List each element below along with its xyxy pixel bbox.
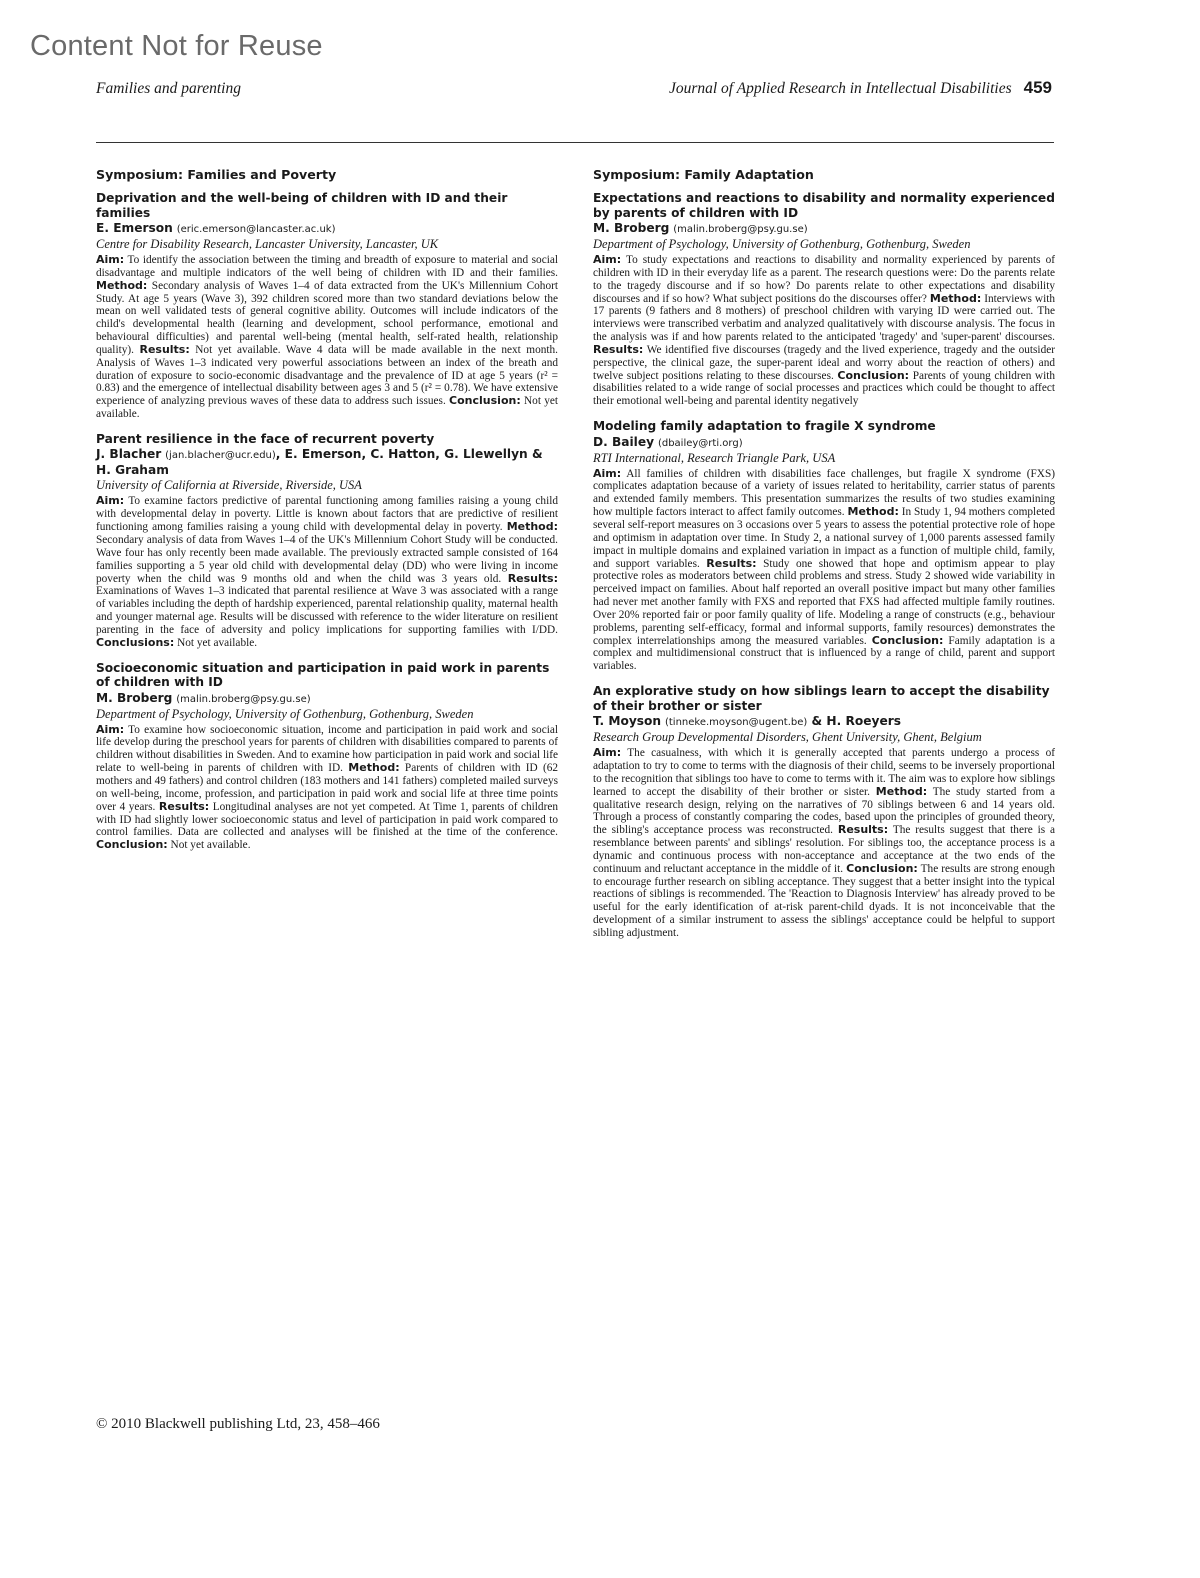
affiliation: Department of Psychology, University of Gothenburg, Gothenburg, Sweden	[96, 706, 474, 721]
abstract-body	[593, 468, 1055, 674]
abstract-list	[593, 191, 1055, 940]
author-name: D. Bailey	[593, 434, 655, 449]
running-header-journal	[669, 78, 1052, 98]
section-text: Not yet available.	[170, 839, 251, 852]
abstract-body	[593, 254, 1055, 408]
section-text: Not yet available.	[96, 395, 559, 421]
author-email: (jan.blacher@ucr.edu)	[165, 450, 276, 462]
author-line	[96, 447, 558, 478]
abstract-title: Socioeconomic situation and participation in paid work in parents of children with ID	[96, 660, 550, 690]
section-text: To identify the association between the timing and breadth of exposure to material and social disadvantage and multiple indicators of the well being of children with ID and their families.	[96, 254, 558, 279]
section-label: Results:	[139, 342, 190, 356]
right-column	[593, 167, 1055, 951]
abstract	[96, 432, 558, 650]
author-name: E. Emerson	[96, 221, 173, 235]
section-label: Aim:	[96, 253, 125, 266]
section-text: The results suggest that there is a resemblance between parents' and siblings' resolution. For siblings too, the acceptance process is a dynamic and continuous process with non-acceptance and acceptance at the two ends of the continuum and reluctant acceptance in the middle of it.	[593, 824, 1056, 875]
section-label: Conclusion:	[449, 394, 521, 408]
section-text: The results are strong enough to encourage further research on sibling acceptance. They suggest that a better insight into the typical reactions of siblings is recommended. The 'Reaction to Diagnosis Interview' has already proved to be useful for the early identification of at-risk parent-child dyads. It is not inconceivable that the development of a similar instrument to assess the siblings' acceptance could be helpful to support sibling adjustment.	[593, 862, 1055, 939]
abstract	[593, 191, 1055, 408]
running-header-section: Families and parenting	[96, 80, 241, 97]
section-text: All families of children with disabilities face challenges, but fragile X syndrome (FXS) complicates adaptation because of a variety of issues related to heritability, carrier status of parents and extended family members. This presentation summarizes the results of two studies examining how multiple factors interact to affect family outcomes.	[593, 467, 1055, 519]
section-text: Interviews with 17 parents (9 fathers and 8 mothers) of preschool children with varying ID were carried out. The interviews were transcribed verbatim and analyzed qualitatively with discourse analysis. The focus in the analysis was if and how parents related to the anticipated 'tragedy' and 'super-parent' discourses.	[593, 292, 1056, 344]
section-label: Aim:	[593, 746, 622, 760]
section-text: We identified five discourses (tragedy and the lived experience, tragedy and the outsider perspective, the clinical gaze, the super-parent ideal and worry about the reaction of others) and twelve subject positions relating to these discourses.	[593, 343, 1055, 382]
section-text: Parents of young children with disabilities related to a wide range of social processes and practices which could be thought to affect their emotional well-being and parental identity negatively	[593, 369, 1056, 408]
abstract-body	[96, 495, 558, 649]
abstract-title: Deprivation and the well-being of children with ID and their families	[96, 191, 508, 220]
affiliation: Centre for Disability Research, Lancaster University, Lancaster, UK	[96, 237, 439, 251]
author-email: (malin.broberg@psy.gu.se)	[673, 224, 808, 235]
section-text: Family adaptation is a complex and multidimensional construct that is influenced by a range of child, parent and support variables.	[593, 634, 1056, 673]
section-text: To study expectations and reactions to disability and normality experienced by parents of children with ID in their everyday life as a parent. The research questions were: Do the parents relate to the tragedy discourse and if so how? Do parents relate to other expectations and disability discourses and if so how? What subject positions do the discourses offer?	[593, 254, 1055, 305]
watermark: Content Not for Reuse	[30, 30, 323, 62]
author-name: T. Moyson	[593, 714, 662, 729]
section-text: In Study 1, 94 mothers completed several self-report measures on 3 occasions over 5 years to assess the potential protective role of hope and optimism in adaptation over time. In Study 2, a national survey of 1,000 parents assessed family impact in multiple domains and explained variation in impact as a function of multiple child, family, and support variables.	[593, 506, 1056, 570]
symposium-heading: Symposium: Families and Poverty	[96, 167, 337, 182]
section-text: Secondary analysis of Waves 1–4 of data extracted from the UK's Millennium Cohort Study. At age 5 years (Wave 3), 392 children scored more than two standard deviations below the mean on well validated tests of general cognitive ability. Outcomes will include indicators of the child's developmental health (learning and development, school performance, emotional and behavioural difficulties) and parental well-being (mental health, self-rated health, relationship quality).	[96, 279, 558, 356]
section-text: To examine how socioeconomic situation, income and participation in paid work and social life develop during the preschool years for parents of children with disabilities compared to parents of children without disabilities in Sweden. And to examine how participation in paid work and social life relate to well-being in parents of children with ID.	[96, 723, 558, 775]
section-label: Aim:	[593, 466, 622, 480]
author-line	[593, 714, 1055, 730]
author-name: J. Blacher	[96, 447, 162, 462]
copyright-footer: © 2010 Blackwell publishing Ltd, 23, 458–466	[96, 1416, 380, 1432]
section-text: The casualness, with which it is generally accepted that parents undergo a process of adaptation to try to come to terms with the diagnosis of their child, seems to be inversely proportional to the recognition that siblings too have to come to terms with it. The aim was to explore how siblings learned to accept the disability of their brother or sister.	[593, 747, 1056, 798]
author-email: (eric.emerson@lancaster.ac.uk)	[176, 224, 336, 235]
affiliation: University of California at Riverside, Riverside, USA	[96, 478, 362, 493]
author-email: (malin.broberg@psy.gu.se)	[176, 693, 311, 705]
section-text: Not yet available.	[177, 636, 258, 649]
author-line	[593, 435, 1055, 451]
abstract-body	[593, 747, 1055, 940]
section-label: Conclusion:	[871, 633, 944, 647]
section-text: The study started from a qualitative research design, relying on the narratives of 70 siblings between 6 and 14 years old. Through a process of constantly comparing the codes, based upon the principles of grounded theory, the sibling's acceptance process was reconstructed.	[593, 785, 1055, 837]
abstract-list	[96, 191, 558, 852]
abstract	[593, 684, 1055, 940]
affiliation: RTI International, Research Triangle Park, USA	[593, 450, 836, 465]
section-label: Conclusion:	[96, 838, 168, 852]
page-number: 459	[1023, 78, 1052, 97]
section-text: Secondary analysis of data from Waves 1–4 of the UK's Millennium Cohort Study will be conducted. Wave four has only recently been made available. The previously extracted sample consisted of 164 families supporting a 5 year old child with developmental delay (DD) who were living in income poverty when the child was 9 months old and when the child was 3 years old.	[96, 534, 558, 585]
abstract-body	[96, 254, 558, 421]
section-label: Method:	[506, 520, 559, 534]
abstract-title: Expectations and reactions to disability and normality experienced by parents of children with ID	[593, 191, 1055, 220]
section-label: Results:	[837, 823, 889, 837]
section-label: Method:	[348, 761, 400, 775]
section-text: Parents of children with ID (62 mothers and 49 fathers) and control children (183 mothers and 141 fathers) completed mailed surveys on well-being, income, profession, and participation in paid work and social life at three time points over 4 years.	[96, 762, 559, 813]
section-label: Conclusions:	[96, 635, 175, 649]
section-label: Aim:	[96, 494, 125, 508]
author-email: (tinneke.moyson@ugent.be)	[664, 717, 808, 729]
section-label: Method:	[929, 291, 982, 305]
author-email: (dbailey@rti.org)	[657, 437, 743, 449]
section-label: Conclusion:	[837, 368, 910, 382]
author-name: & H. Roeyers	[807, 714, 901, 729]
section-text: Examinations of Waves 1–3 indicated that parental resilience at Wave 3 was associated with a range of variables including the depth of hardship experienced, parental relationship quality, maternal health and younger maternal age. Results will be discussed with reference to the wider literature on resilient parenting in the face of adversity and policy implications for supporting families with I/DD.	[96, 585, 558, 636]
affiliation: Department of Psychology, University of Gothenburg, Gothenburg, Sweden	[593, 237, 971, 251]
section-label: Method:	[875, 784, 928, 798]
abstract-body	[96, 724, 558, 852]
header-rule	[96, 142, 1054, 143]
section-text: Not yet available. Wave 4 data will be made available in the next month. Analysis of Waves 1–3 indicated very powerful associations between an index of the breath and duration of exposure to socio-economic disadvantage and the prevalence of ID at age 5 years (r² = 0.83) and the emergence of intellectual disability between ages 3 and 5 (r² = 0.78). We have extensive experience of analyzing previous waves of these data to address such issues.	[96, 343, 558, 408]
section-label: Conclusion:	[846, 861, 918, 875]
author-line	[96, 691, 558, 707]
section-label: Results:	[158, 799, 210, 813]
section-label: Method:	[847, 505, 899, 519]
section-text: To examine factors predictive of parental functioning among families raising a young child with developmental delay in poverty. Little is known about factors that are predictive of resilient functioning among families raising a young child with developmental delay in poverty.	[96, 495, 559, 534]
section-label: Results:	[593, 342, 644, 356]
abstract	[96, 191, 558, 421]
journal-title: Journal of Applied Research in Intellectual Disabilities	[668, 80, 1012, 97]
abstract-title: Parent resilience in the face of recurrent poverty	[96, 431, 435, 446]
author-line	[96, 221, 558, 237]
symposium-heading: Symposium: Family Adaptation	[593, 167, 814, 182]
author-name: M. Broberg	[593, 221, 670, 235]
affiliation: Research Group Developmental Disorders, Ghent University, Ghent, Belgium	[593, 730, 982, 745]
abstract	[593, 419, 1055, 673]
abstract-title: An explorative study on how siblings learn to accept the disability of their brother or sister	[593, 684, 1050, 713]
section-label: Aim:	[593, 253, 622, 266]
author-line	[593, 221, 1055, 237]
section-text: Longitudinal analyses are not yet competed. At Time 1, parents of children with ID had slightly lower socioeconomic status and level of participation in paid work compared to control families. Data are collected and analyses will be finished at the time of the conference.	[96, 800, 558, 839]
left-column	[96, 167, 558, 863]
section-text: Study one showed that hope and optimism appear to play protective roles as moderators between child problems and stress. Study 2 showed wide variability in perceived impact on families. About half reported an overall positive impact but many other families had never met another family with FXS and reported that FXS had affected multiple family routines. Over 20% reported fair or poor family quality of life. Modeling a range of constructs (e.g., behaviour problems, parenting self-efficacy, formal and informal supports, family resources) demonstrates the complex interrelationships among the measured variables.	[593, 557, 1055, 647]
section-label: Aim:	[96, 722, 125, 736]
section-label: Method:	[96, 278, 148, 292]
section-label: Results:	[706, 556, 757, 570]
author-name: M. Broberg	[96, 690, 173, 705]
abstract	[96, 661, 558, 852]
author-name: , E. Emerson, C. Hatton, G. Llewellyn & H. Graham	[96, 447, 543, 478]
section-label: Results:	[507, 571, 558, 585]
abstract-title: Modeling family adaptation to fragile X syndrome	[593, 419, 936, 434]
